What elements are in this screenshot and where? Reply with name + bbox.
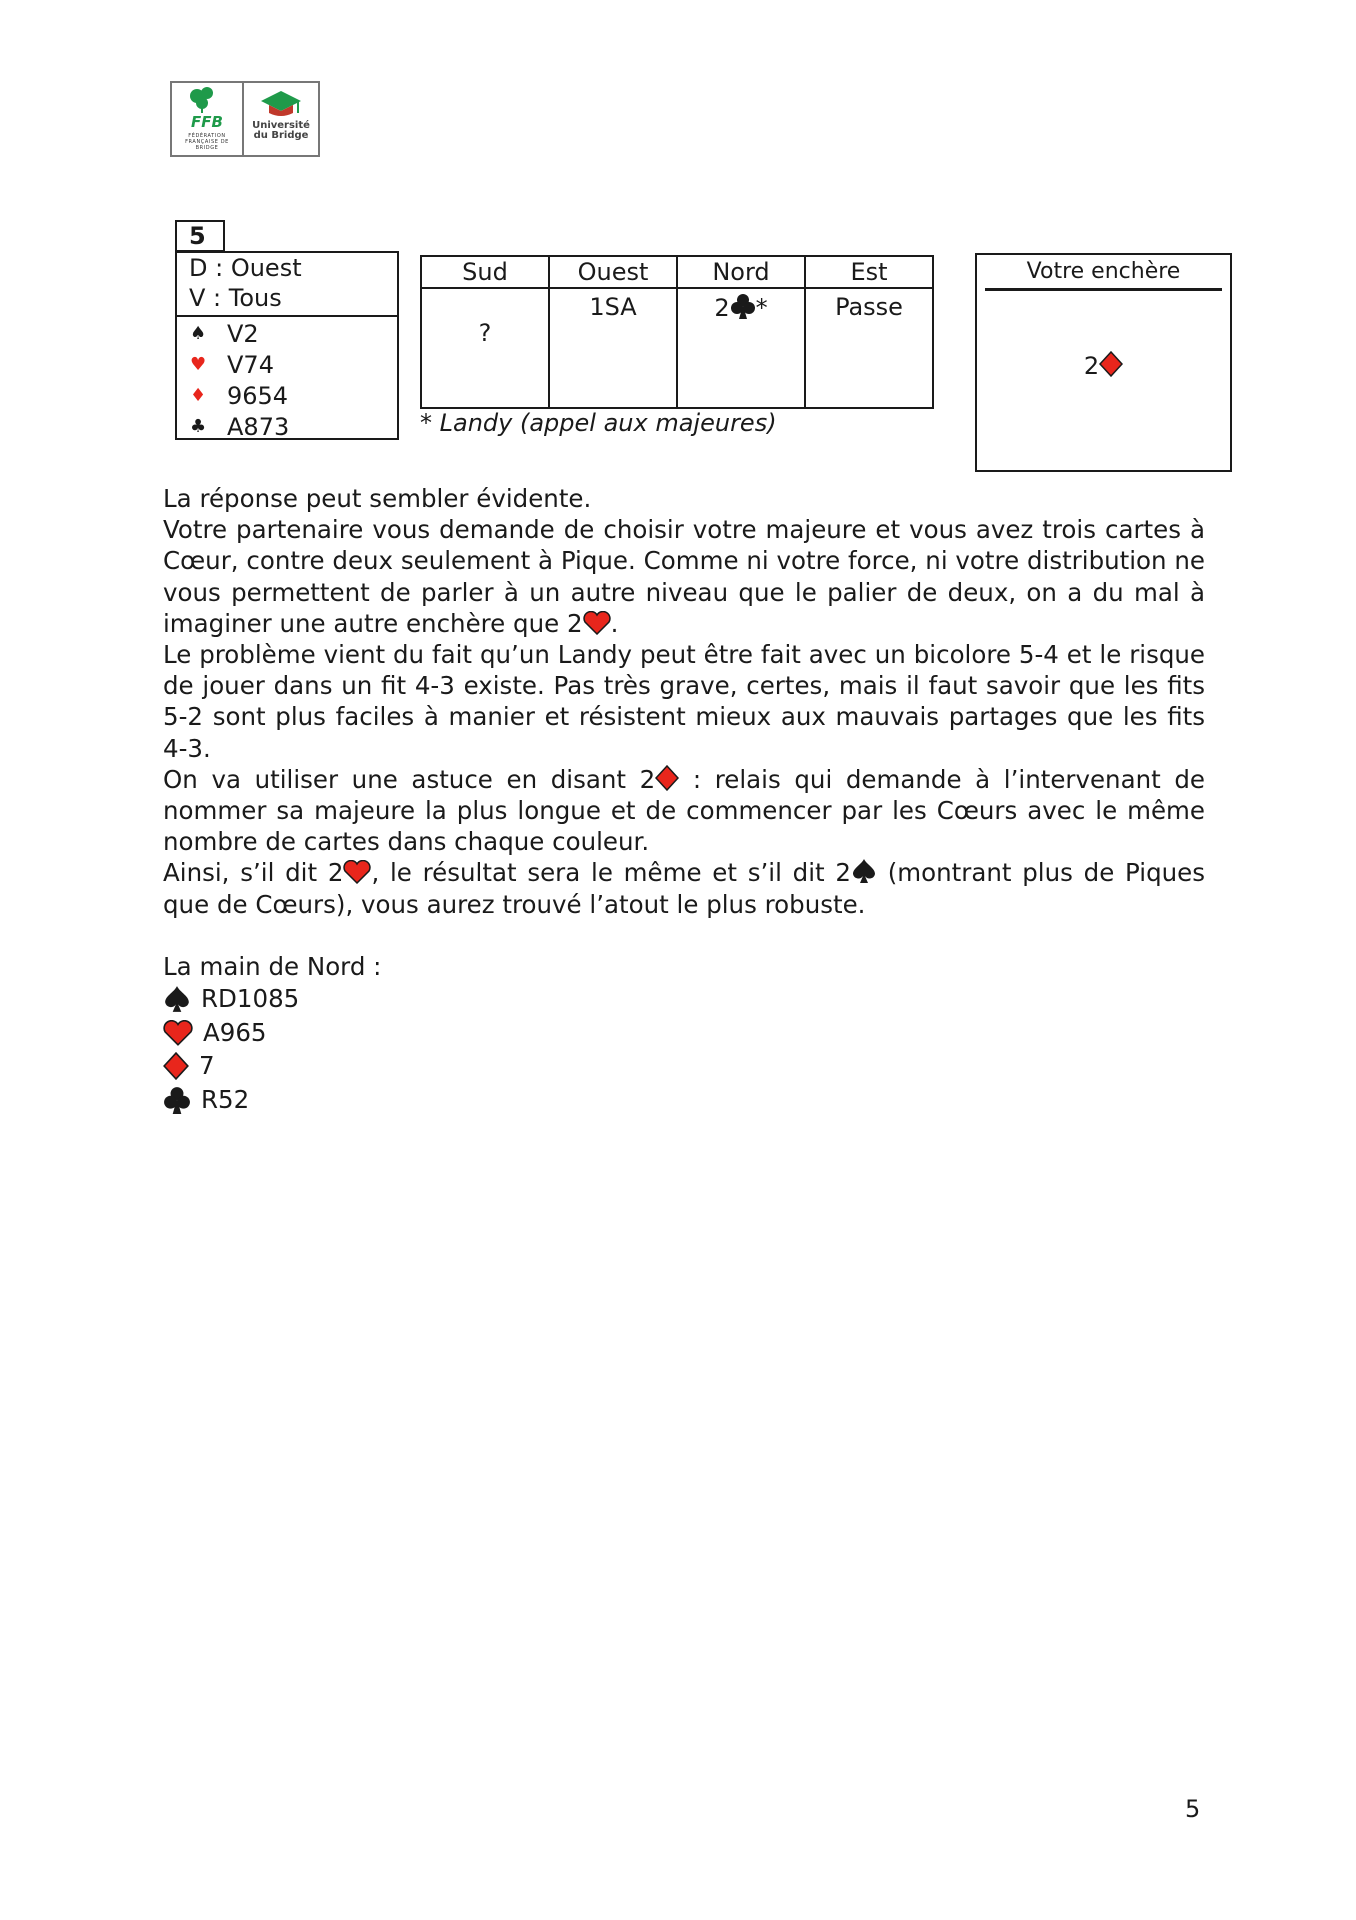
nord-diamonds: 7 [199, 1051, 215, 1080]
paragraph-5-start: Ainsi, s’il dit 2 [163, 858, 344, 888]
hand-row-clubs [177, 411, 397, 442]
nord-clubs: R52 [201, 1085, 250, 1114]
deal-number: 5 [175, 220, 225, 252]
club-icon [163, 1086, 191, 1114]
paragraph-5-middle: , le résultat sera le même et s’il dit 2 [371, 858, 851, 888]
nord-spades: RD1085 [201, 984, 300, 1013]
bidding-header-row [421, 256, 933, 288]
diamond-icon: ♦ [190, 385, 207, 406]
bid-cell-est [805, 288, 933, 408]
graduation-cap-icon [259, 89, 303, 119]
hand-diamonds: 9654 [227, 381, 289, 410]
universite-logo-text: Université du Bridge [252, 120, 310, 141]
hand-clubs: A873 [227, 412, 290, 441]
bidding-header-nord: Nord [677, 256, 805, 288]
paragraph-5 [163, 857, 1205, 919]
heart-icon [583, 611, 611, 635]
club-icon [730, 293, 756, 319]
bid-nord [678, 293, 804, 322]
bid-cell-nord [677, 288, 805, 408]
nord-row-hearts [163, 1018, 267, 1047]
bidding-row [421, 288, 933, 408]
paragraph-4-start: On va utiliser une astuce en disant 2 [163, 764, 656, 794]
bid-nord-level: 2 [714, 294, 730, 322]
bid-cell-sud [421, 288, 549, 408]
nord-row-clubs [163, 1085, 249, 1114]
paragraph-1: La réponse peut sembler évidente. [163, 484, 592, 513]
answer-title: Votre enchère [1026, 259, 1181, 284]
club-icon: ♣ [190, 416, 207, 437]
bidding-header-ouest: Ouest [549, 256, 677, 288]
hand-hearts: V74 [227, 350, 274, 379]
diamond-icon [163, 1052, 189, 1080]
diamond-icon [655, 765, 679, 791]
paragraph-4 [163, 764, 1205, 858]
hand-row-diamonds [177, 380, 397, 411]
ffb-logo-subtitle: FÉDÉRATION FRANÇAISE DE BRIDGE [185, 133, 229, 151]
bidding-header-est: Est [805, 256, 933, 288]
ffb-logo-text: FFB [191, 113, 223, 131]
dealer-label: D : Ouest [189, 254, 302, 282]
answer-bid-level: 2 [1083, 352, 1100, 380]
south-hand [177, 317, 397, 442]
vulnerability-label: V : Tous [189, 284, 282, 312]
spade-icon [163, 985, 191, 1013]
hand-row-hearts [177, 349, 397, 380]
bid-ouest: 1SA [589, 293, 637, 321]
deal-info [177, 253, 397, 317]
bid-cell-ouest [549, 288, 677, 408]
spade-icon: ♠ [190, 323, 207, 344]
universite-logo [244, 83, 318, 155]
hand-spades: V2 [227, 319, 259, 348]
page-number: 5 [1185, 1795, 1201, 1823]
spade-icon [851, 858, 877, 884]
paragraph-3: Le problème vient du fait qu’un Landy peut être fait avec un bicolore 5-4 et le risque de jouer dans un fit 4-3 existe. Pas très grave, certes, mais il faut savoir que les fits 5-2 sont plus faciles à manier et résistent mieux aux mauvais partages que les fits 4-3. [163, 640, 1205, 763]
paragraph-2 [163, 514, 1205, 639]
paragraph-5-end: (montrant plus de Piques que de Cœurs), vous aurez trouvé l’atout le plus robuste. [163, 858, 1205, 919]
paragraph-2-text: Votre partenaire vous demande de choisir votre majeure et vous avez trois cartes à Cœur, contre deux seulement à Pique. Comme ni votre force, ni votre distribution ne vous permettent de parler à un autre niveau que le palier de deux, on a du mal à imaginer une autre enchère que 2 [163, 515, 1205, 638]
answer-bid [977, 351, 1230, 380]
heart-icon [163, 1020, 193, 1046]
heart-icon [343, 860, 371, 884]
diamond-icon [1099, 351, 1123, 377]
bidding-header-sud: Sud [421, 256, 549, 288]
bid-est: Passe [835, 293, 903, 321]
answer-box [975, 253, 1232, 472]
explanation-text [163, 483, 1205, 920]
nord-hearts: A965 [203, 1018, 267, 1047]
answer-divider [985, 288, 1222, 291]
bid-nord-suffix: * [755, 294, 768, 322]
nord-hand-title: La main de Nord : [163, 952, 382, 981]
nord-row-spades [163, 984, 299, 1013]
bidding-table [420, 255, 934, 409]
paragraph-2-end: . [610, 608, 619, 638]
hand-row-spades [177, 318, 397, 349]
bidding-note: * Landy (appel aux majeures) [420, 409, 777, 437]
deal-box [175, 251, 399, 440]
ffb-logo-left [172, 83, 244, 155]
nord-row-diamonds [163, 1051, 215, 1080]
ffb-logo [170, 81, 320, 157]
paragraph-4-end: : relais qui demande à l’intervenant de nommer sa majeure la plus longue et de commencer par les Cœurs avec le même nombre de cartes dans chaque couleur. [163, 764, 1205, 857]
bid-sud: ? [478, 319, 492, 347]
heart-icon: ♥ [190, 354, 207, 375]
clover-icon [187, 87, 227, 113]
